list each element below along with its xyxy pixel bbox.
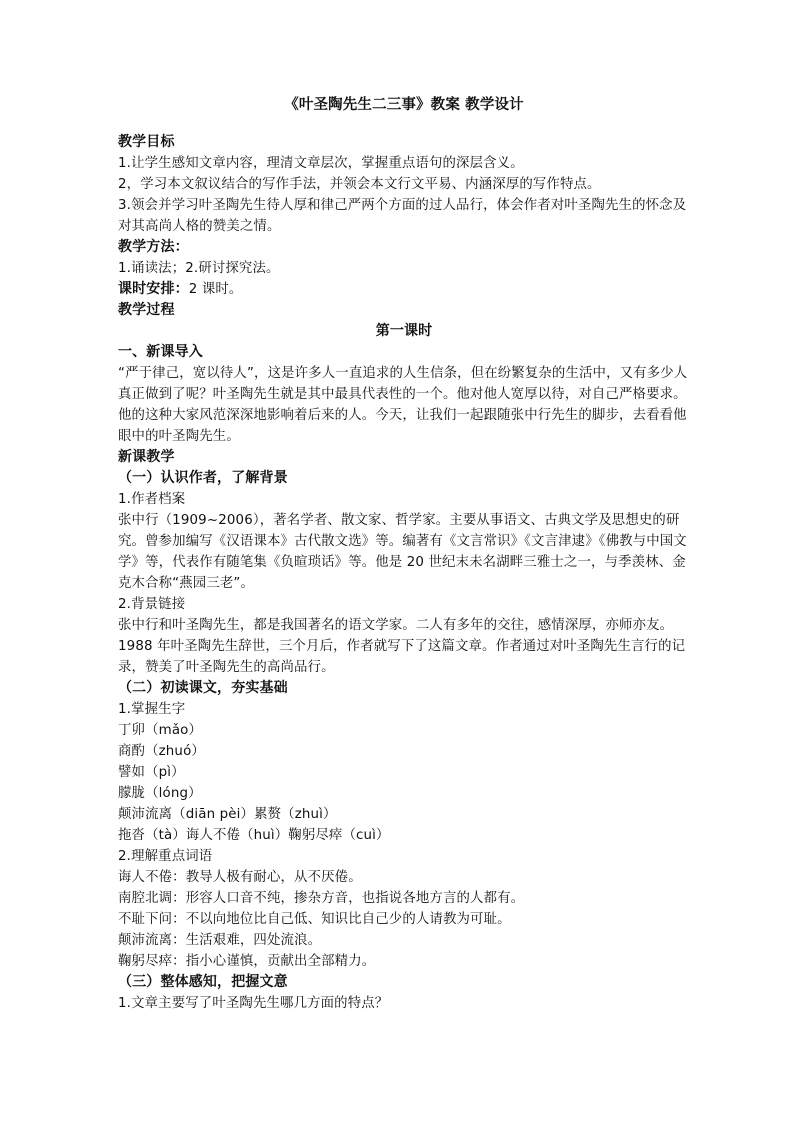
section2-heading: （二）初读课文，夯实基础 xyxy=(118,680,288,696)
document-page xyxy=(118,94,690,1014)
section1-heading: （一）认识作者，了解背景 xyxy=(118,470,288,486)
background-text: 张中行和叶圣陶先生，都是我国著名的语文学家。二人有多年的交往，感情深厚，亦师亦友。1988 年叶圣陶先生辞世，三个月后，作者就写下了这篇文章。作者通过对叶圣陶先生言行的记录，赞美了叶圣陶先生的高尚品行。 xyxy=(118,618,686,675)
objective-item: 2，学习本文叙议结合的写作手法，并领会本文行文平易、内涵深厚的写作特点。 xyxy=(118,177,601,192)
schedule-text: 2 课时。 xyxy=(188,282,243,297)
char-item: 譬如（pì） xyxy=(118,765,185,780)
chars-label: 1.掌握生字 xyxy=(118,702,186,717)
author-label: 1.作者档案 xyxy=(118,492,186,507)
lesson-title: 第一课时 xyxy=(375,323,433,339)
background-label: 2.背景链接 xyxy=(118,597,186,612)
objective-item: 1.让学生感知文章内容，理清文章层次，掌握重点语句的深层含义。 xyxy=(118,156,524,171)
author-text: 张中行（1909~2006），著名学者、散文家、哲学家。主要从事语文、古典文学及思想史的研究。曾参加编写《汉语课本》古代散文选》等。编著有《文言常识》《文言津逮》《佛教与中国文学》等，代表作有随笔集《负暄琐话》等。他是 20 世纪末未名湖畔三雅士之一，与季羡林、金克木合称“燕园三老”。 xyxy=(118,513,687,591)
char-item: 拖沓（tà）诲人不倦（huì）鞠躬尽瘁（cuì） xyxy=(118,828,390,843)
char-item: 颠沛流离（diān pèi）累赘（zhuì） xyxy=(118,807,337,822)
word-item: 鞠躬尽瘁：指小心谨慎，贡献出全部精力。 xyxy=(118,954,376,969)
char-item: 朦胧（lóng） xyxy=(118,786,202,801)
objectives-heading: 教学目标 xyxy=(118,134,175,150)
document-title: 《叶圣陶先生二三事》教案 教学设计 xyxy=(284,97,524,113)
word-item: 不耻下问：不以向地位比自己低、知识比自己少的人请教为可耻。 xyxy=(118,912,511,927)
methods-heading: 教学方法： xyxy=(118,239,189,255)
schedule-label: 课时安排： xyxy=(118,281,189,297)
word-item: 颠沛流离：生活艰难，四处流浪。 xyxy=(118,933,322,948)
intro-text: “严于律己，宽以待人”，这是许多人一直追求的人生信条，但在纷繁复杂的生活中，又有多少人真正做到了呢？叶圣陶先生就是其中最具代表性的一个。他对他人宽厚以待，对自己严格要求。他的这种大家风范深深地影响着后来的人。今天，让我们一起跟随张中行先生的脚步，去看看他眼中的叶圣陶先生。 xyxy=(118,366,688,444)
char-item: 商酌（zhuó） xyxy=(118,744,205,759)
char-item: 丁卯（mǎo） xyxy=(118,723,203,738)
objective-item: 3.领会并学习叶圣陶先生待人厚和律己严两个方面的过人品行，体会作者对叶圣陶先生的怀念及对其高尚人格的赞美之情。 xyxy=(118,198,687,234)
process-heading: 教学过程 xyxy=(118,302,175,318)
section3-question: 1.文章主要写了叶圣陶先生哪几方面的特点？ xyxy=(118,996,389,1011)
word-item: 南腔北调：形容人口音不纯，掺杂方音，也指说各地方言的人都有。 xyxy=(118,891,525,906)
words-label: 2.理解重点词语 xyxy=(118,849,213,864)
word-item: 诲人不倦：教导人极有耐心，从不厌倦。 xyxy=(118,870,362,885)
section3-heading: （三）整体感知，把握文意 xyxy=(118,974,288,990)
methods-text: 1.诵读法；2.研讨探究法。 xyxy=(118,261,280,276)
intro-heading: 一、新课导入 xyxy=(118,344,203,360)
new-lesson-heading: 新课教学 xyxy=(118,449,175,465)
schedule-line xyxy=(118,279,690,300)
